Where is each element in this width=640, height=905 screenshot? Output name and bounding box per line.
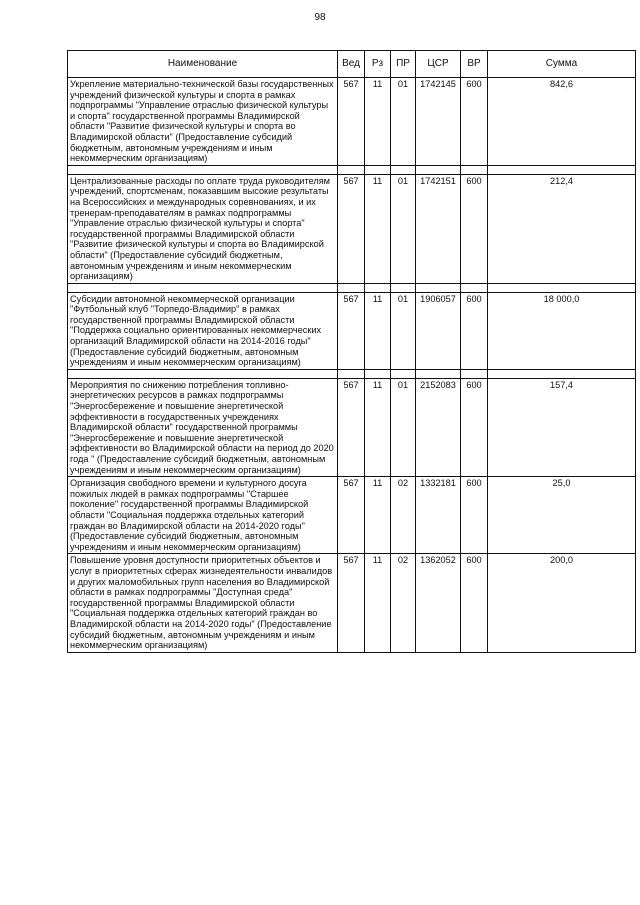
row-pr: 01 <box>391 78 416 166</box>
table-row <box>68 292 636 369</box>
row-csr: 2152083 <box>416 378 461 476</box>
row-sum: 18 000,0 <box>488 292 636 369</box>
row-rz: 11 <box>365 292 391 369</box>
row-sum: 842,6 <box>488 78 636 166</box>
row-vr: 600 <box>461 78 488 166</box>
row-name: Организация свободного времени и культурного досуга пожилых людей в рамках подпрограммы "Старшее поколение" государственной программы Владимирской области "Социальная поддержка отдельных категорий граждан во Владимирской области на 2014-2020 годы" (Предоставление субсидий бюджетным, автономным учреждениям и иным некоммерческим организациям) <box>68 477 338 554</box>
table-row <box>68 78 636 166</box>
row-vr: 600 <box>461 554 488 652</box>
row-vr: 600 <box>461 378 488 476</box>
header-name: Наименование <box>68 51 338 78</box>
row-csr: 1906057 <box>416 292 461 369</box>
row-rz: 11 <box>365 554 391 652</box>
row-pr: 02 <box>391 554 416 652</box>
row-name: Централизованные расходы по оплате труда руководителям учреждений, спортсменам, показавшим высокие результаты на Всероссийских и международных соревнованиях, и их тренерам-преподавателям в рамках подпрограммы "Управление отраслью физической культуры и спорта" государственной программы Владимирской области "Развитие физической культуры и спорта во Владимирской области" (Предоставление субсидий бюджетным, автономным учреждениям и иным некоммерческим организациям) <box>68 174 338 283</box>
row-pr: 01 <box>391 292 416 369</box>
row-ved: 567 <box>338 174 365 283</box>
row-name: Укрепление материально-технической базы государственных учреждений физической культуры и спорта в рамках подпрограммы "Управление отраслью физической культуры и спорта" государственной программы Владимирской области "Развитие физической культуры и спорта во Владимирской области" (Предоставление субсидий бюджетным, автономным учреждениям и иным некоммерческим организациям) <box>68 78 338 166</box>
row-csr: 1742151 <box>416 174 461 283</box>
row-ved: 567 <box>338 78 365 166</box>
row-csr: 1742145 <box>416 78 461 166</box>
table-header-row <box>68 51 636 78</box>
row-ved: 567 <box>338 554 365 652</box>
row-pr: 01 <box>391 378 416 476</box>
row-ved: 567 <box>338 378 365 476</box>
row-vr: 600 <box>461 292 488 369</box>
row-vr: 600 <box>461 477 488 554</box>
row-ved: 567 <box>338 292 365 369</box>
row-name: Повышение уровня доступности приоритетных объектов и услуг в приоритетных сферах жизнедеятельности инвалидов и других маломобильных групп населения во Владимирской области в рамках подпрограммы "Доступная среда" государственной программы Владимирской области "Социальная поддержка отдельных категорий граждан во Владимирской области на 2014-2020 годы" (Предоставление субсидий бюджетным, автономным учреждениям и иным некоммерческим организациям) <box>68 554 338 652</box>
row-pr: 01 <box>391 174 416 283</box>
row-sum: 25,0 <box>488 477 636 554</box>
row-spacer <box>68 369 636 378</box>
row-rz: 11 <box>365 477 391 554</box>
row-name: Субсидии автономной некоммерческой организации "Футбольный клуб "Торпедо-Владимир" в рамках государственной программы Владимирской области "Поддержка социально ориентированных некоммерческих организаций Владимирской области на 2014-2016 годы" (Предоставление субсидий бюджетным, автономным учреждениям и иным некоммерческим организациям) <box>68 292 338 369</box>
budget-table <box>67 50 636 653</box>
header-ved: Вед <box>338 51 365 78</box>
header-pr: ПР <box>391 51 416 78</box>
row-rz: 11 <box>365 174 391 283</box>
header-vr: ВР <box>461 51 488 78</box>
row-sum: 157,4 <box>488 378 636 476</box>
table-row <box>68 477 636 554</box>
header-sum: Сумма <box>488 51 636 78</box>
row-spacer <box>68 165 636 174</box>
table-row <box>68 554 636 652</box>
page-number: 98 <box>314 12 326 23</box>
row-csr: 1332181 <box>416 477 461 554</box>
row-sum: 200,0 <box>488 554 636 652</box>
row-csr: 1362052 <box>416 554 461 652</box>
table-row <box>68 378 636 476</box>
header-rz: Рз <box>365 51 391 78</box>
row-sum: 212,4 <box>488 174 636 283</box>
header-csr: ЦСР <box>416 51 461 78</box>
row-ved: 567 <box>338 477 365 554</box>
table-row <box>68 174 636 283</box>
row-name: Мероприятия по снижению потребления топливно-энергетических ресурсов в рамках подпрограммы "Энергосбережение и повышение энергетической эффективности в государственных учреждениях Владимирской области" государственной программы "Энергосбережение и повышение энергетической эффективности во Владимирской области на период до 2020 года " (Предоставление субсидий бюджетным, автономным учреждениям и иным некоммерческим организациям) <box>68 378 338 476</box>
row-spacer <box>68 283 636 292</box>
row-rz: 11 <box>365 78 391 166</box>
row-vr: 600 <box>461 174 488 283</box>
row-rz: 11 <box>365 378 391 476</box>
row-pr: 02 <box>391 477 416 554</box>
